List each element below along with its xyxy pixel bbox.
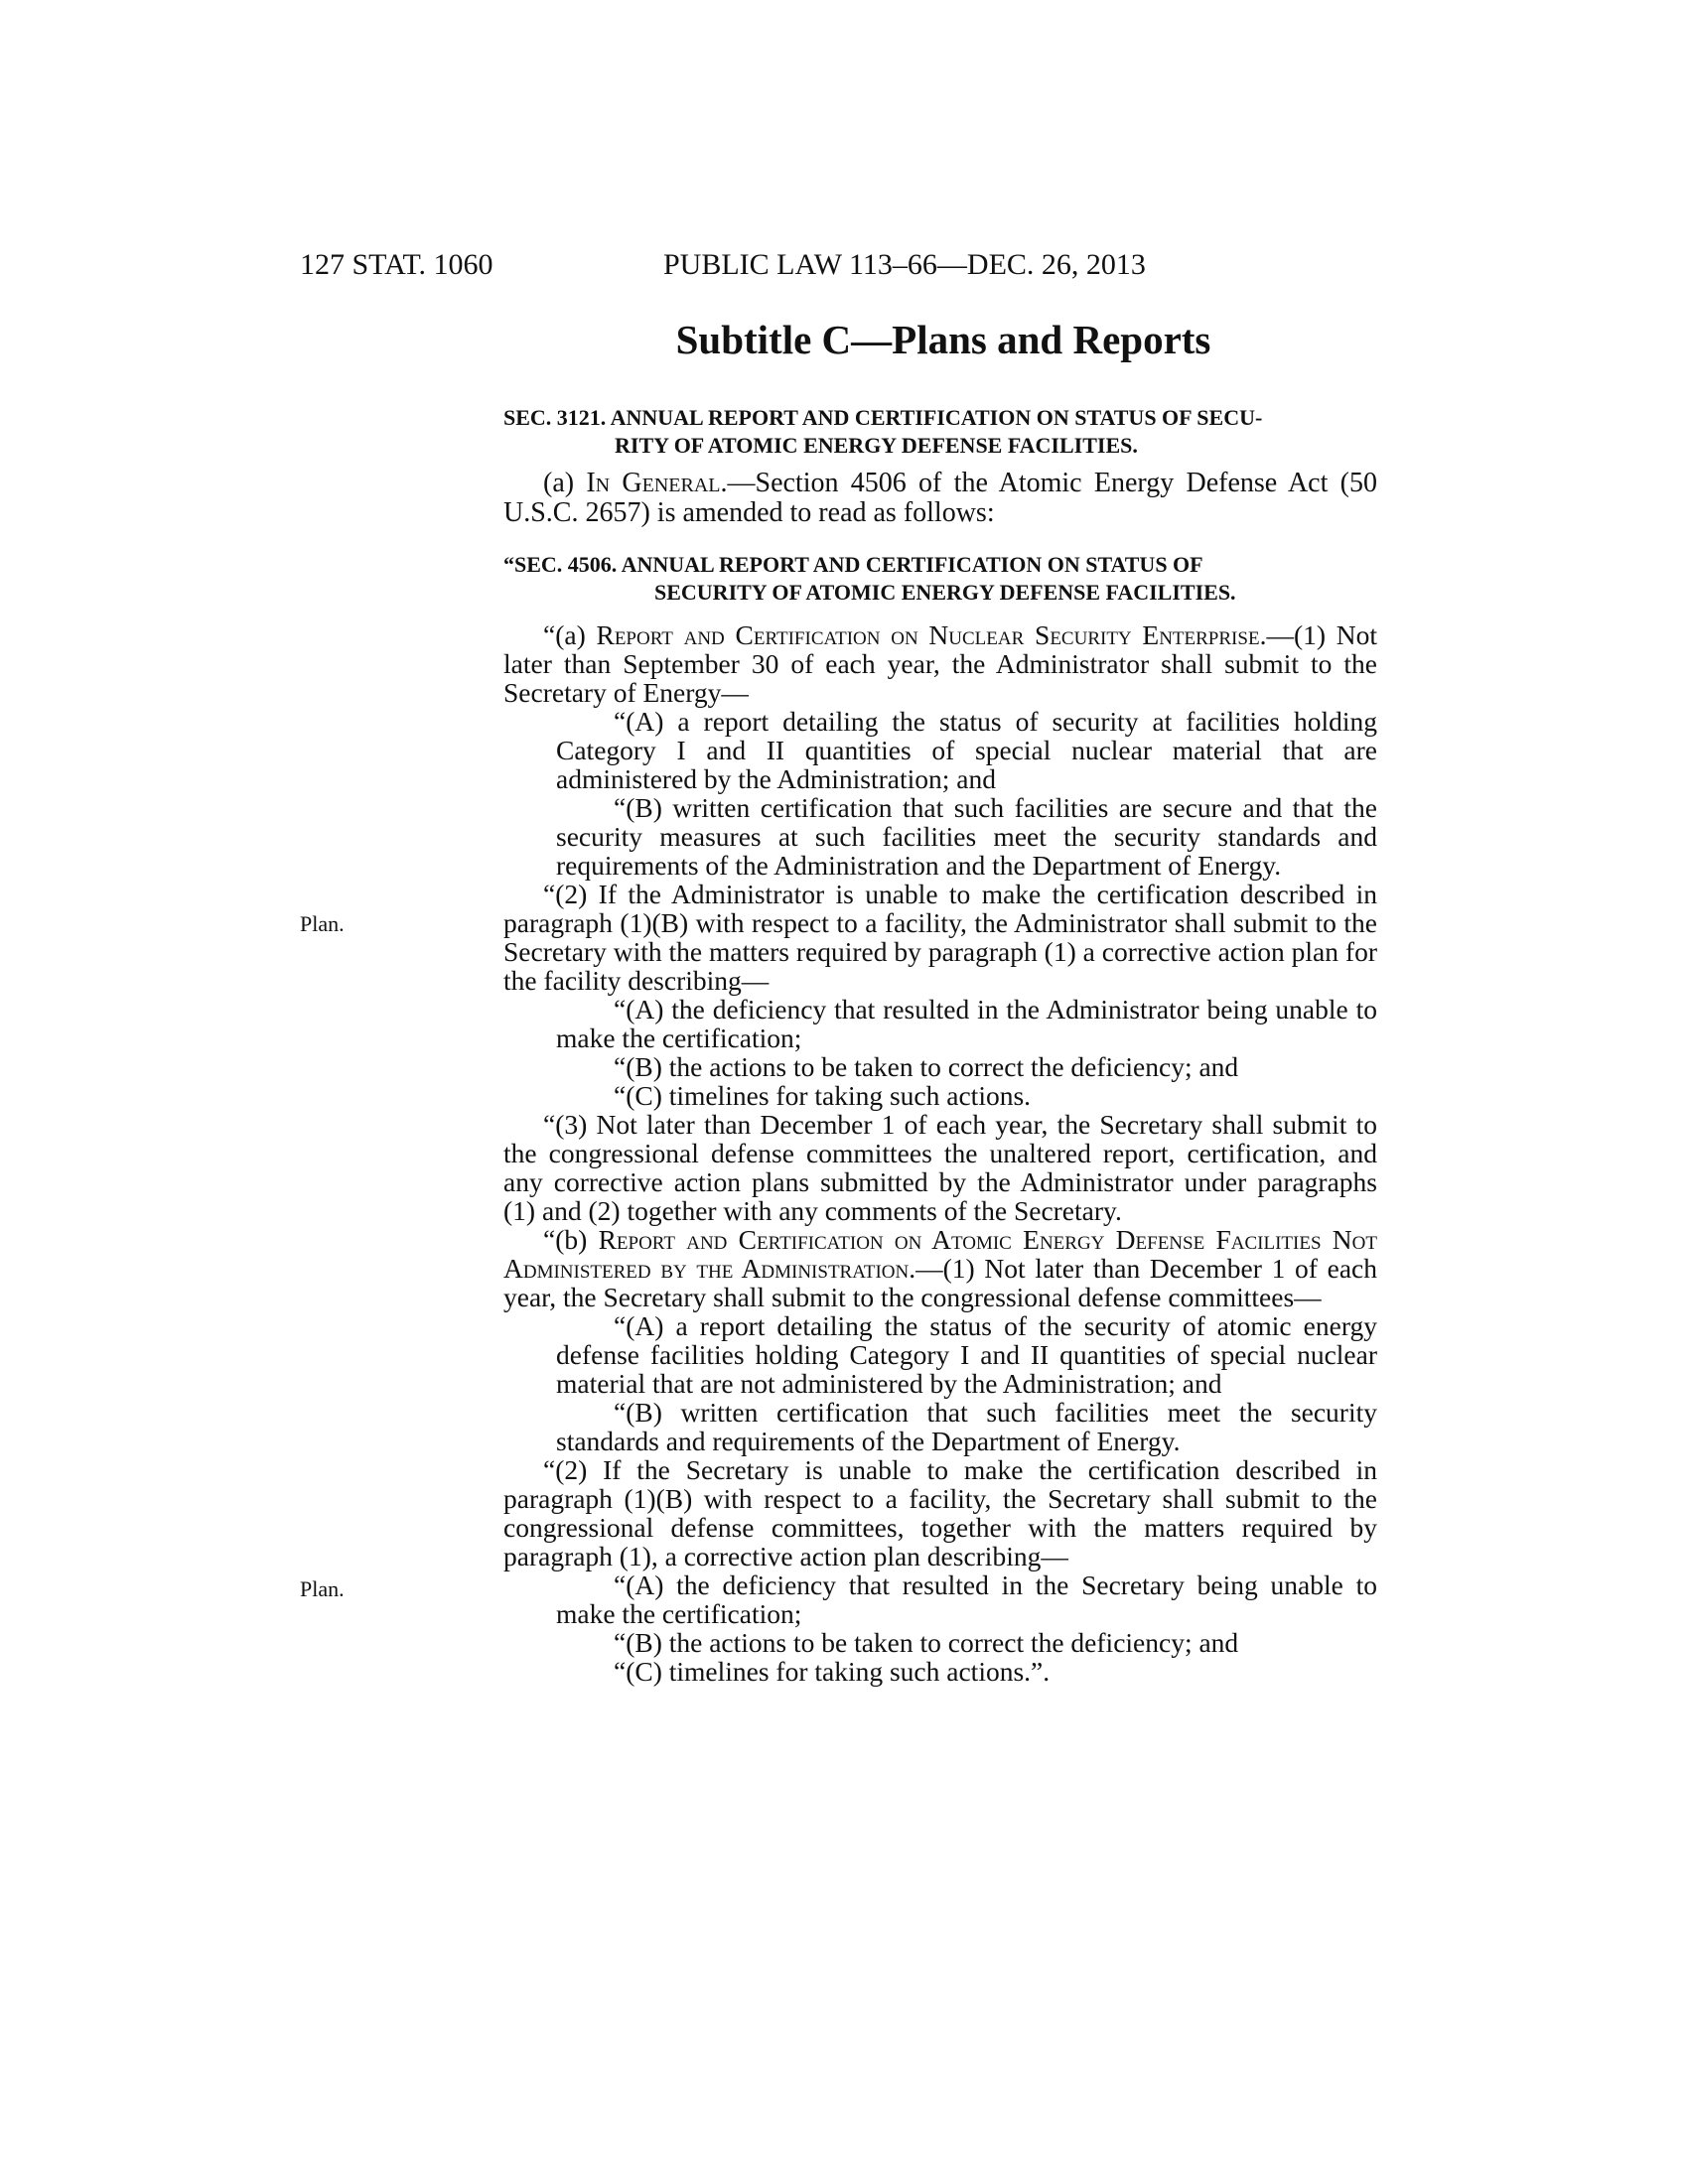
statute-page-number: 127 STAT. 1060 xyxy=(300,248,493,281)
subsection-prefix: “(a) xyxy=(543,619,597,650)
paragraph-in-general xyxy=(503,469,1377,528)
paragraph-a3: “(3) Not later than December 1 of each year, the Secretary shall submit to the congressional defense committees the unaltered report, certification, and any corrective action plans submitted by the Administrator under paragraphs (1) and (2) together with any comments of the Secretary. xyxy=(503,1109,1377,1226)
clause-b2A: “(A) the deficiency that resulted in the Secretary being unable to make the certification; xyxy=(556,1570,1377,1629)
clause-b1B: “(B) written certification that such facilities meet the security standards and requirements of the Department of Energy. xyxy=(556,1397,1377,1456)
subsection-b xyxy=(503,1225,1377,1311)
paragraph-heading: In General xyxy=(586,468,721,498)
section-4506-heading xyxy=(503,551,1377,607)
public-law-title: PUBLIC LAW 113–66—DEC. 26, 2013 xyxy=(663,248,1146,281)
section-heading-line1: SEC. 3121. ANNUAL REPORT AND CERTIFICATION ON STATUS OF SECU- xyxy=(503,405,1263,430)
paragraph-text: .—Section 4506 of the Atomic Energy Defense Act (50 U.S.C. 2657) is amended to read as follows: xyxy=(503,468,1377,528)
margin-note-plan: Plan. xyxy=(300,911,345,936)
clause-a1B: “(B) written certification that such facilities are secure and that the security measures at such facilities meet the security standards and requirements of the Administration and the Department of Energy. xyxy=(556,792,1377,881)
subtitle-heading: Subtitle C—Plans and Reports xyxy=(675,317,1211,362)
subsection-text: .—(1) Not later than December 1 of each year, the Secretary shall submit to the congressional defense committees— xyxy=(503,1253,1377,1312)
paragraph-prefix: (a) xyxy=(543,468,587,498)
subsection-heading: Report and Certification on Atomic Energy Defense Facilities Not Administered by the Administration xyxy=(503,1224,1377,1284)
section-heading-line2: SECURITY OF ATOMIC ENERGY DEFENSE FACILITIES. xyxy=(654,580,1236,605)
clause-a2A: “(A) the deficiency that resulted in the Administrator being unable to make the certification; xyxy=(556,994,1377,1053)
clause-a2B: “(B) the actions to be taken to correct the deficiency; and xyxy=(614,1051,1239,1082)
margin-note-plan: Plan. xyxy=(300,1576,345,1601)
section-heading-line2: RITY OF ATOMIC ENERGY DEFENSE FACILITIES. xyxy=(615,433,1138,458)
paragraph-a2: “(2) If the Administrator is unable to make the certification described in paragraph (1)(B) with respect to a facility, the Administrator shall submit to the Secretary with the matters required by paragraph (1) a corrective action plan for the facility describing— xyxy=(503,879,1377,996)
clause-b2C: “(C) timelines for taking such actions.”. xyxy=(614,1656,1051,1687)
page-header xyxy=(300,248,1392,288)
clause-a2C: “(C) timelines for taking such actions. xyxy=(614,1080,1032,1111)
subsection-prefix: “(b) xyxy=(543,1224,599,1255)
section-body xyxy=(503,620,1377,1686)
clause-a1A: “(A) a report detailing the status of security at facilities holding Category I and II quantities of special nuclear material that are administered by the Administration; and xyxy=(556,706,1377,794)
subsection-heading: Report and Certification on Nuclear Security Enterprise xyxy=(596,619,1260,650)
section-3121-heading xyxy=(503,404,1377,460)
clause-b1A: “(A) a report detailing the status of the security of atomic energy defense facilities holding Category I and II quantities of special nuclear material that are not administered by the Administration; and xyxy=(556,1310,1377,1399)
subsection-text: .—(1) Not later than September 30 of each year, the Administrator shall submit to the Secretary of Energy— xyxy=(503,619,1378,708)
section-heading-line1: “SEC. 4506. ANNUAL REPORT AND CERTIFICATION ON STATUS OF xyxy=(503,552,1203,577)
subsection-a xyxy=(503,620,1377,707)
paragraph-b2: “(2) If the Secretary is unable to make the certification described in paragraph (1)(B) with respect to a facility, the Secretary shall submit to the congressional defense committees, together with the matters required by paragraph (1), a corrective action plan describing— xyxy=(503,1454,1377,1571)
clause-b2B: “(B) the actions to be taken to correct the deficiency; and xyxy=(614,1627,1239,1658)
